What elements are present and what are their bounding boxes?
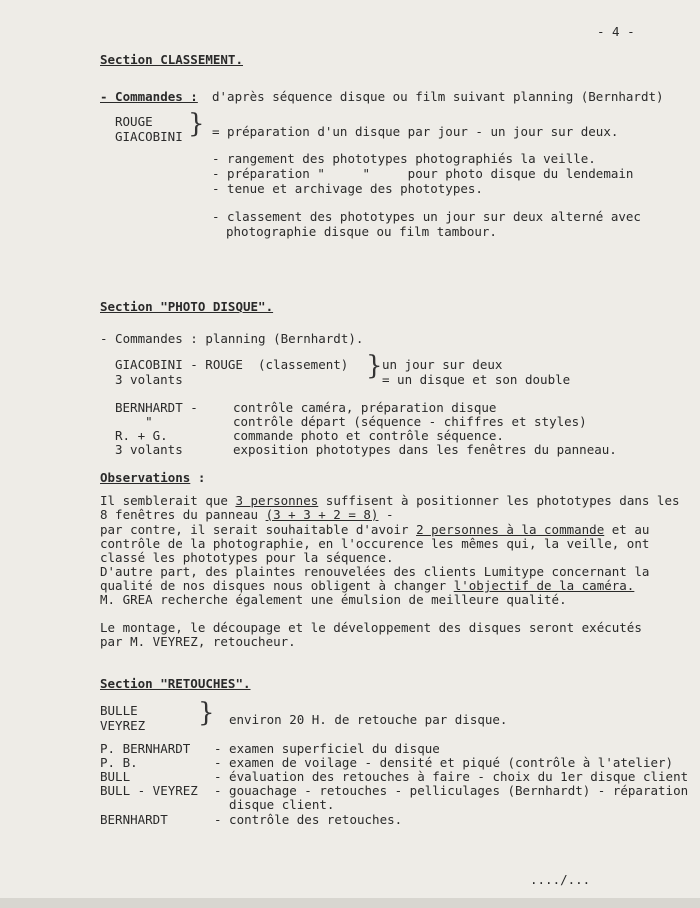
montage-line: Le montage, le découpage et le développement des disques seront exécutés xyxy=(100,620,642,635)
classement-name-giacobini: GIACOBINI xyxy=(115,129,183,144)
right-brace-icon: } xyxy=(188,109,205,139)
classement-prep-line: = préparation d'un disque par jour - un jour sur deux. xyxy=(212,124,619,139)
classement-commandes-label: - Commandes : xyxy=(100,89,198,104)
montage-line: par M. VEYREZ, retoucheur. xyxy=(100,634,296,649)
photo-disque-row-who: " xyxy=(115,414,153,429)
photo-disque-commandes: - Commandes : planning (Bernhardt). xyxy=(100,331,364,346)
photo-disque-right-line2: = un disque et son double xyxy=(382,372,571,387)
classement-item: - tenue et archivage des phototypes. xyxy=(212,181,483,196)
right-brace-icon: } xyxy=(198,698,215,728)
retouches-row-who: P. B. xyxy=(100,755,138,770)
photo-disque-row-who: R. + G. xyxy=(115,428,168,443)
photo-disque-right-line1: un jour sur deux xyxy=(382,357,503,372)
photo-disque-row-who: 3 volants xyxy=(115,442,183,457)
classement-name-rouge: ROUGE xyxy=(115,114,153,129)
retouches-row-who: BERNHARDT xyxy=(100,812,168,827)
retouches-row-what: - examen de voilage - densité et piqué (contrôle à l'atelier) xyxy=(214,755,674,770)
retouches-row-who: BULL xyxy=(100,769,131,784)
photo-disque-row-what: contrôle caméra, préparation disque xyxy=(233,400,497,415)
page-number: - 4 - xyxy=(597,24,635,39)
photo-disque-row-what: commande photo et contrôle séquence. xyxy=(233,428,504,443)
classement-alterne-line1: - classement des phototypes un jour sur deux alterné avec xyxy=(212,209,641,224)
observations-title: Observations : xyxy=(100,470,206,485)
observations-line: qualité de nos disques nous obligent à changer l'objectif de la caméra. xyxy=(100,578,635,593)
retouches-row-who: BULL - VEYREZ xyxy=(100,783,198,798)
continuation-mark: ..../... xyxy=(530,872,591,887)
observations-line: contrôle de la photographie, en l'occurence les mêmes qui, la veille, ont xyxy=(100,536,650,551)
right-brace-icon: } xyxy=(366,351,383,381)
retouches-row-what: - évaluation des retouches à faire - choix du 1er disque client xyxy=(214,769,689,784)
retouches-name-veyrez: VEYREZ xyxy=(100,718,146,733)
retouches-row-what: - examen superficiel du disque xyxy=(214,741,440,756)
retouches-summary: environ 20 H. de retouche par disque. xyxy=(229,712,508,727)
section-photo-disque-title: Section "PHOTO DISQUE". xyxy=(100,299,274,314)
retouches-name-bulle: BULLE xyxy=(100,703,138,718)
observations-line: 8 fenêtres du panneau (3 + 3 + 2 = 8) - xyxy=(100,507,394,522)
photo-disque-row-who: BERNHARDT - xyxy=(115,400,198,415)
retouches-row-what: disque client. xyxy=(214,797,335,812)
photo-disque-left-line2: 3 volants xyxy=(115,372,183,387)
classement-item: - préparation " " pour photo disque du lendemain xyxy=(212,166,634,181)
classement-item: - rangement des phototypes photographiés la veille. xyxy=(212,151,596,166)
page-bottom-edge xyxy=(0,898,700,908)
classement-commandes-text: d'après séquence disque ou film suivant planning (Bernhardt) xyxy=(212,89,664,104)
photo-disque-left-line1: GIACOBINI - ROUGE (classement) xyxy=(115,357,349,372)
retouches-row-who: P. BERNHARDT xyxy=(100,741,191,756)
observations-line: Il semblerait que 3 personnes suffisent à positionner les phototypes dans les xyxy=(100,493,680,508)
photo-disque-row-what: contrôle départ (séquence - chiffres et styles) xyxy=(233,414,587,429)
retouches-row-what: - gouachage - retouches - pelliculages (Bernhardt) - réparation xyxy=(214,783,689,798)
observations-line: par contre, il serait souhaitable d'avoir 2 personnes à la commande et au xyxy=(100,522,650,537)
retouches-row-what: - contrôle des retouches. xyxy=(214,812,403,827)
photo-disque-row-what: exposition phototypes dans les fenêtres du panneau. xyxy=(233,442,617,457)
section-retouches-title: Section "RETOUCHES". xyxy=(100,676,251,691)
section-classement-title: Section CLASSEMENT. xyxy=(100,52,243,67)
observations-line: D'autre part, des plaintes renouvelées des clients Lumitype concernant la xyxy=(100,564,650,579)
observations-line: classé les phototypes pour la séquence. xyxy=(100,550,394,565)
observations-line: M. GREA recherche également une émulsion de meilleure qualité. xyxy=(100,592,567,607)
classement-alterne-line2: photographie disque ou film tambour. xyxy=(226,224,497,239)
